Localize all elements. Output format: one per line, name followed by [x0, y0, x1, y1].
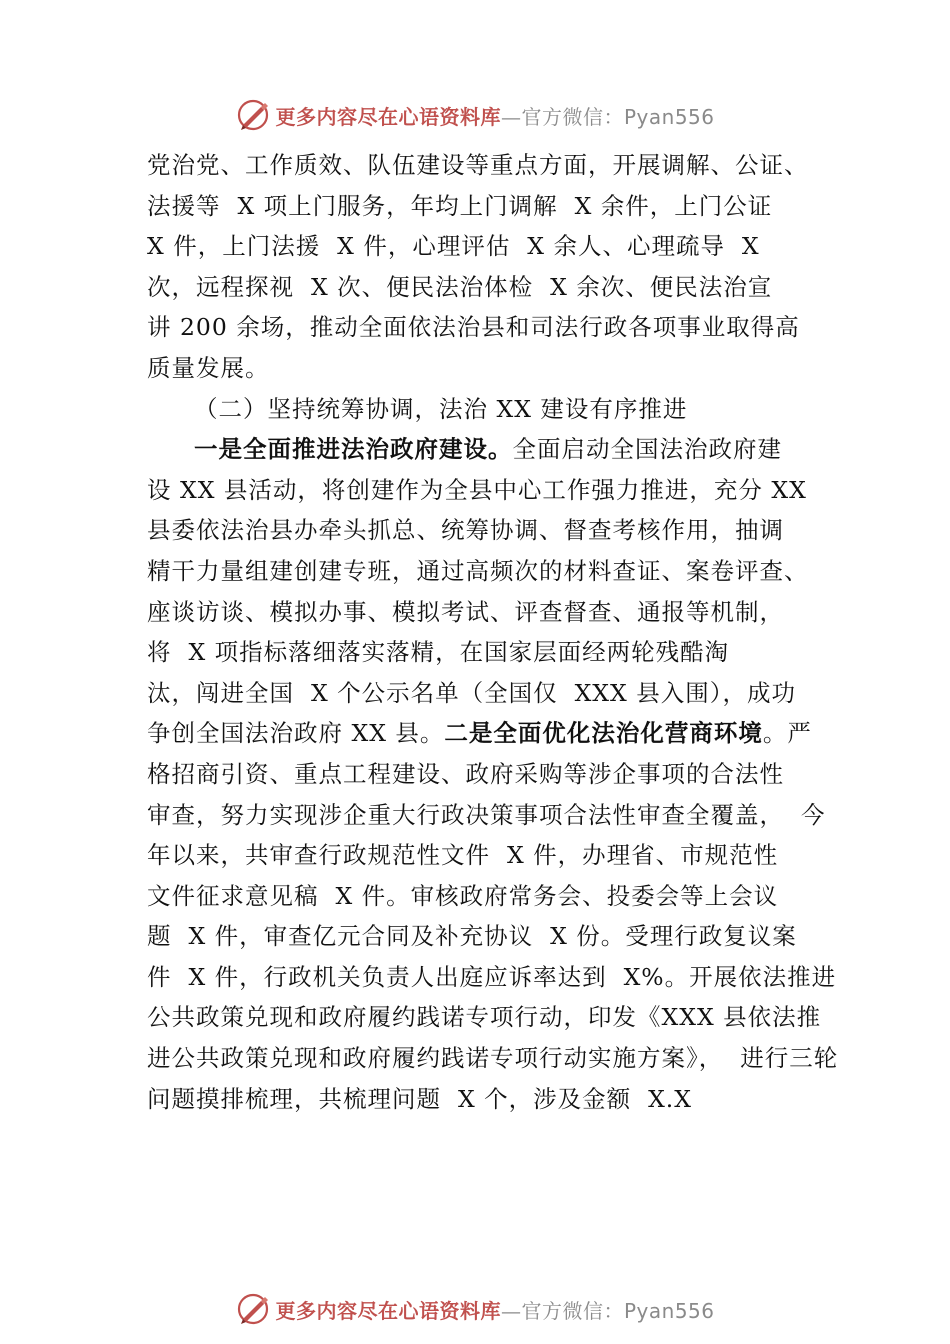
heading-text: （二）坚持统筹协调，法治 XX 建设有序推进	[194, 394, 688, 423]
text-line	[147, 1038, 837, 1079]
line-text: 讲 200 余场，推动全面依法治县和司法行政各项事业取得高	[147, 313, 800, 342]
text-line	[147, 795, 837, 836]
line-text: 次，远程探视 X 次、便民法治体检 X 余次、便民法治宣	[147, 272, 773, 301]
footer-watermark	[0, 1289, 950, 1329]
text-line	[147, 916, 837, 957]
text-line	[147, 713, 837, 754]
line-text: 件 X 件，行政机关负责人出庭应诉率达到 X%。开展依法推进	[147, 962, 837, 991]
text-line	[147, 957, 837, 998]
section-heading	[147, 389, 837, 430]
line-text: 。严	[762, 719, 812, 748]
line-text: 设 XX 县活动，将创建作为全县中心工作强力推进，充分 XX	[147, 475, 807, 504]
text-line	[147, 551, 837, 592]
text-line	[147, 673, 837, 714]
line-text: 质量发展。	[147, 353, 270, 382]
line-text: 精干力量组建创建专班，通过高频次的材料查证、案卷评查、	[147, 556, 809, 585]
header-watermark	[0, 95, 950, 135]
line-text: 全面启动全国法治政府建	[512, 435, 782, 464]
line-text: 文件征求意见稿 X 件。审核政府常务会、投委会等上会议	[147, 881, 779, 910]
text-line	[147, 510, 837, 551]
line-text: 党治党、工作质效、队伍建设等重点方面，开展调解、公证、	[147, 151, 809, 179]
line-text: 公共政策兑现和政府履约践诺专项行动，印发《XXX 县依法推	[147, 1003, 822, 1032]
text-line	[147, 267, 837, 308]
pen-logo-icon	[235, 97, 271, 133]
text-line	[147, 470, 837, 511]
line-text: X 件，上门法援 X 件，心理评估 X 余人、心理疏导 X	[147, 232, 760, 261]
text-line	[147, 876, 837, 917]
text-line	[147, 592, 837, 633]
text-line	[147, 835, 837, 876]
text-line	[147, 307, 837, 348]
watermark-gray-text: —官方微信：Pyan556	[500, 1298, 715, 1323]
line-text: 争创全国法治政府 XX 县。	[147, 719, 445, 748]
line-text: 问题摸排梳理，共梳理问题 X 个，涉及金额 X.X	[147, 1084, 693, 1113]
line-text: 格招商引资、重点工程建设、政府采购等涉企事项的合法性	[147, 759, 784, 788]
line-text: 县委依法治县办牵头抓总、统筹协调、督查考核作用，抽调	[147, 516, 784, 545]
text-line	[147, 632, 837, 673]
text-line	[147, 186, 837, 227]
document-body	[147, 145, 837, 1119]
text-line	[147, 348, 837, 389]
line-text: 座谈访谈、模拟办事、模拟考试、评查督查、通报等机制，	[147, 597, 784, 626]
line-text: 年以来，共审查行政规范性文件 X 件，办理省、市规范性	[147, 841, 779, 870]
line-text: 题 X 件，审查亿元合同及补充协议 X 份。受理行政复议案	[147, 922, 797, 951]
line-text: 进公共政策兑现和政府履约践诺专项行动实施方案》， 进行三轮	[147, 1044, 839, 1073]
bold-lead: 二是全面优化法治化营商环境	[444, 719, 763, 748]
text-line	[147, 754, 837, 795]
text-line	[147, 226, 837, 267]
line-text: 审查，努力实现涉企重大行政决策事项合法性审查全覆盖， 今	[147, 800, 826, 829]
text-line	[147, 997, 837, 1038]
pen-logo-icon	[235, 1291, 271, 1327]
text-line	[147, 145, 837, 186]
line-text: 法援等 X 项上门服务，年均上门调解 X 余件，上门公证	[147, 191, 773, 220]
bold-lead: 一是全面推进法治政府建设。	[194, 435, 513, 464]
text-line	[147, 429, 837, 470]
text-line	[147, 1079, 837, 1120]
watermark-gray-text: —官方微信：Pyan556	[500, 104, 715, 129]
line-text: 汰，闯进全国 X 个公示名单（全国仅 XXX 县入围），成功	[147, 678, 796, 707]
watermark-red-text: 更多内容尽在心语资料库	[275, 1298, 501, 1323]
watermark-red-text: 更多内容尽在心语资料库	[275, 104, 501, 129]
line-text: 将 X 项指标落细落实落精，在国家层面经两轮残酷淘	[147, 638, 730, 667]
